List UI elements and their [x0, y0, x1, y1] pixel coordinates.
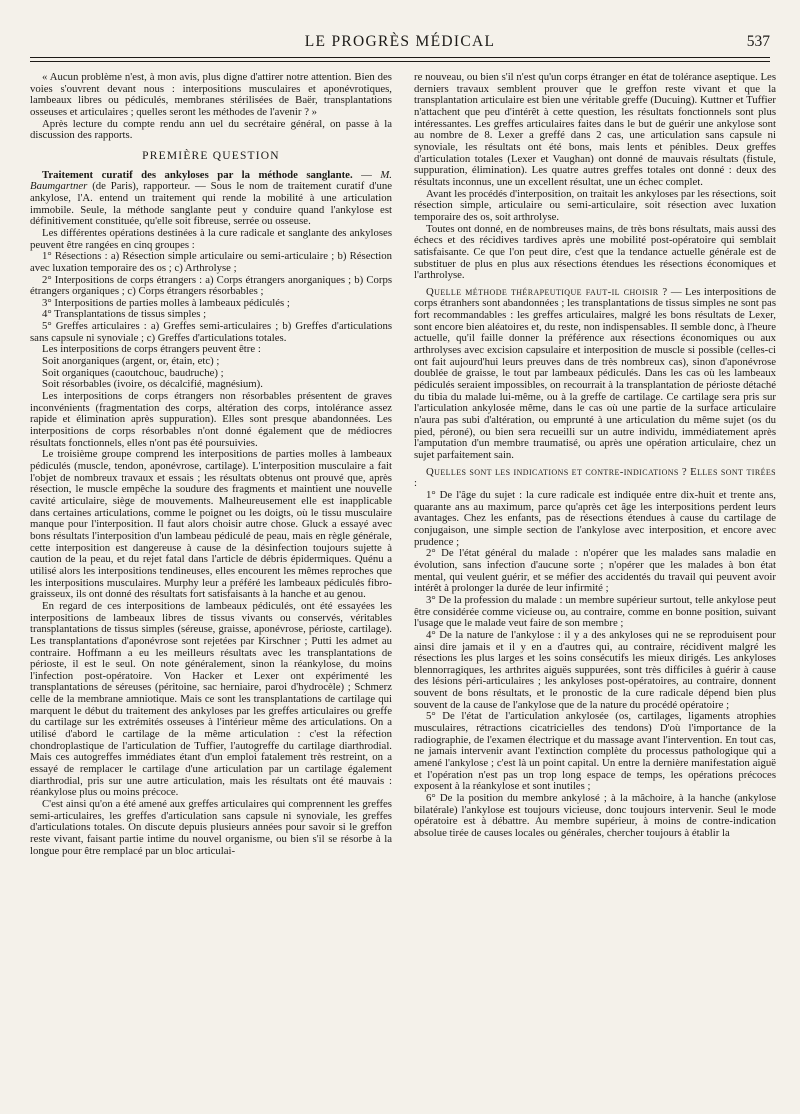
journal-title: LE PROGRÈS MÉDICAL: [304, 33, 496, 50]
paragraph: Les différentes opérations destinées à la cure radicale et sanglante des ankyloses peuvent être rangées en cinq groupes :: [30, 226, 392, 251]
author-name: M. Baumgartner: [30, 168, 392, 193]
list-item: 4° De la nature de l'ankylose : il y a des ankyloses qui ne se reproduisent pour ainsi dire jamais et il y en a d'autres qui, au contraire, récidivent malgré les résections les plus larges et les soins consécutifs les mieux dirigés. Les ankyloses blennorragiques, les arthrites aiguës suppurées, sont très difficiles à guérir à cause des lésions péri-articulaires ; les ankyloses post-opératoires, au contraire, donnent souvent de bons résultats, et le pronostic de la cure radicale dépend bien plus souvent de la cause de l'ankylose que de la nature du procédé opératoire ;: [414, 628, 776, 711]
paragraph: Traitement curatif des ankyloses par la méthode sanglante. — M. Baumgartner (de Paris), rapporteur. — Sous le nom de traitement curatif d'une ankylose, l'A. entend un traitement qui rende la mobilité à une articulation immobile. Seule, la méthode sanglante peut y conduire quand l'ankylose est définitivement constituée, qu'elle soit fibreuse, serrée ou osseuse.: [30, 168, 392, 228]
paragraph: « Aucun problème n'est, à mon avis, plus digne d'attirer notre attention. Bien des voies s'ouvrent devant nous : interpositions musculaires et aponévrotiques, lambeaux libres ou pédiculés, membranes stérilisées de Baër, transplantations osseuses et articulaires ; quelles seront les méthodes de l'avenir ? »: [30, 72, 392, 118]
list-item: 5° De l'état de l'articulation ankylosée (os, cartilages, ligaments atrophies musculaires, rétractions cicatricielles des tendons) D'où l'importance de la radiographie, de l'examen électrique et du massage avant l'intervention. En tout cas, ne jamais intervenir avant l'extinction complète du processus pathologique qui a amené l'ankylose ; c'est là un point capital. Un entre la dernière manifestation aiguë et l'opération n'est pas un trop long espace de temps, les opérations précoces exposent à la réankylose et sont inutiles ;: [414, 710, 776, 793]
left-column: [30, 72, 392, 1108]
paragraph: Le troisième groupe comprend les interpositions de parties molles à lambeaux pédiculés (muscle, tendon, aponévrose, cartilage). L'interposition musculaire a fait l'objet de nombreux travaux et essais ; les résultats obtenus ont prouvé que, après résection, le muscle empêche la soudure des fragments et maintient une nouvelle cavité articulaire, siège de mouvements. Malheureusement elle est inapplicable dans certaines articulations, comme le poignet ou les doigts, où le tissu musculaire manque pour l'interposition. Il faut alors choisir autre chose. Gluck a essayé avec bons résultats l'interposition d'un lambeau pédiculé de peau, mais en règle générale, cette interposition est dangereuse à cause de la désinfection toujours sujette à caution de la peau, et du rejet fatal dans l'article de débris épidermiques. Quénu a utilisé alors les interpositions tendineuses, elles encourent les mêmes reproches que les interpositions musculaires. Murphy leur a préféré les lambeaux pédiculés fibro-graisseux, ils ont donné des résultats fort satisfaisants à la hanche et au genou.: [30, 448, 392, 601]
list-item: Soit anorganiques (argent, or, étain, etc) ;: [42, 355, 220, 368]
list-item: 4° Transplantations de tissus simples ;: [42, 308, 207, 321]
paragraph: Les interpositions de corps étrangers non résorbables présentent de graves inconvénients (fragmentation des corps, altération des corps, intolérance assez rapide et élimination après suppuration). Elles sont presque abandonnées. Les interpositions de corps résorbables n'ont donné également que de médiocres résultats fonctionnels, elles n'ont pas été poursuivies.: [30, 390, 392, 449]
paragraph: re nouveau, ou bien s'il n'est qu'un corps étranger en état de tolérance aseptique. Les derniers travaux semblent prouver que le greffon reste vivant et que la transplantation articulaire est bien une véritable greffe (Ducuing). Kuttner et Tuffier n'attachent que peu d'intérêt à cette question, les résultats fonctionnels sont plus intéressantes. Les greffes articulaires faites dans le but de guérir une ankylose sont au nombre de 8. Lexer a greffé dans 2 cas, une articulation sans capsule ni synoviale, les résultats ont été bons, mais lents et pénibles. Deux greffes d'articulation totales (Lexer et Vaughan) ont donné de mauvais résultats (fistule, suppuration, élimination). Les quatre autres greffes totales ont donné : deux des résultats inconnus, une un excellent résultat, une un échec complet.: [414, 72, 776, 188]
paragraph-lead: Traitement curatif des ankyloses par la méthode sanglante.: [42, 168, 353, 181]
header-rule-thick: [30, 57, 770, 58]
page-header: [30, 33, 770, 55]
paragraph-body: — Les interpositions de corps étranhers sont abandonnées ; les transplantations de tissus simples ne sont pas fort recommandables : les greffes articulaires, malgré les bons résultats de Lexer, sont encore bien aléatoires et, du reste, non indispensables. Il semble donc, à l'heure actuelle, qu'il faille donner la préférence aux résections économiques ou aux arthrolyses avec excision capsulaire et interposition de muscle si possible (celles-ci ont fait aujourd'hui leurs preuves dans de très nombreux cas), sinon d'aponévrose doublée de graisse, le tout par lambeaux pédiculés. Dans les cas où les lambeaux pédiculés seraient impossibles, on recourrait à la transplantation de périoste détaché du tibia du malade lui-même, ou à la greffe de cartilage. Ce cartilage sera pris sur l'articulation ankylosée même, dans le cas où une partie de la surface articulaire n'aura pas subi d'altération, ou emprunté à une articulation du même sujet (os du pied, péroné), ou bien sera recueilli sur un autre individu, immédiatement après l'amputation d'un membre traumatisé, ou après une opération articulaire, chez un sujet parfaitement sain.: [414, 285, 776, 461]
paragraph: C'est ainsi qu'on a été amené aux greffes articulaires qui comprennent les greffes semi-articulaires, les greffes d'articulation sans capsule ni synoviale, les greffes d'articulations totales. On discute depuis plusieurs années pour savoir si le greffon reste vivant, faisant partie intime du nouvel organisme, ou bien s'il se résorbe à la longue pour être remplacé par un bloc articulai-: [30, 798, 392, 857]
paragraph: Toutes ont donné, en de nombreuses mains, de très bons résultats, mais aussi des échecs et des récidives tardives après une mobilité post-opératoire qui semblait satisfaisante. Ce que l'on peut dire, c'est que la tendance actuelle générale est de substituer de plus en plus aux résections étendues les résections économiques et l'arthrolyse.: [414, 222, 776, 282]
section-heading: PREMIÈRE QUESTION: [142, 149, 280, 162]
right-column: [414, 72, 776, 1108]
header-rule-thin: [30, 61, 770, 62]
page-number: 537: [746, 33, 770, 50]
list-item: Soit organiques (caoutchouc, baudruche) ;: [42, 366, 224, 379]
paragraph: [414, 287, 776, 462]
list-item: 5° Greffes articulaires : a) Greffes semi-articulaires ; b) Greffes d'articulations sans capsule ni synoviale ; c) Greffes d'articulations totales.: [30, 320, 392, 344]
paragraph: En regard de ces interpositions de lambeaux pédiculés, ont été essayées les interpositions de lambeaux libres de tissus vivants ou conservés, véritables transplantations de tissus simples (séreuse, graisse, aponévrose, périoste, cartilage). Les transplantations d'aponévrose sont rejetées par Kirschner ; Putti les admet au contraire. Hoffmann a eu les meilleurs résultats avec les transplantations de périoste, il est le seul. On note généralement, sinon la réankylose, du moins l'infection post-opératoire. Von Hacker et Lexer ont expérimenté les transplantations de séreuses (péritoine, sac herniaire, paroi d'hydrocèle) ; Schmerz celle de la membrane amniotique. Mais ce sont les transplantations de cartilage qui marquent le début du traitement des ankyloses par les greffes articulaires ou greffe du cartilage sur les extrémités osseuses à l'intérieur même des articulations. On a utilisé d'abord le cartilage de la même articulation : c'est la réfection chondroplastique de l'articulation de Tuffier, l'autogreffe du cartilage diarthrodial. Mais ces autogreffes immédiates étant d'un emploi fatalement très restreint, on a essayé de remplacer le cartilage d'une articulation par un cartilage également diarthrodial, pris sur une autre articulation, mais les résultats ont été mauvais : réankylose plus ou moins précoce.: [30, 599, 392, 799]
paragraph: Avant les procédés d'interposition, on traitait les ankyloses par les résections, soit résection simple, articulaire ou semi-articulaire, soit résection avec luxation temporaire des os, soit arthrolyse.: [414, 187, 776, 223]
list-item: 3° Interpositions de parties molles à lambeaux pédiculés ;: [42, 296, 290, 309]
list-item: 3° De la profession du malade : un membre supérieur surtout, telle ankylose peut être considérée comme vicieuse ou, au contraire, comme en bonne position, suivant l'usage que le malade veut faire de son membre ;: [414, 593, 776, 630]
list-item: 6° De la position du membre ankylosé ; à la mâchoire, à la hanche (ankylose bilatérale) l'ankylose est toujours vicieuse, donc toujours intervenir. Seul le mode opératoire est à débattre. Au membre supérieur, à moins de contre-indication absolue tirée de causes locales ou générales, chercher toujours à établir la: [414, 792, 776, 839]
paragraph: Les interpositions de corps étrangers peuvent être :: [42, 343, 261, 356]
paragraph-body: (de Paris), rapporteur. — Sous le nom de traitement curatif d'une ankylose, l'A. entend un traitement qui rende la mobilité à une articulation immobile. Seule, la méthode sanglante peut y conduire quand l'ankylose est définitivement constituée, qu'elle soit fibreuse, serrée ou osseuse.: [30, 180, 392, 228]
question-lead: Quelle méthode thérapeutique faut-il choisir ?: [426, 285, 668, 298]
list-item: 1° De l'âge du sujet : la cure radicale est indiquée entre dix-huit et trente ans, quarante ans au maximum, parce qu'après cet âge les interpositions perdent leurs avantages. Chez les enfants, pas de résections étendues à cause du cartilage de conjugaison, une simple section de l'ankylose avec interposition, et encore avec prudence ;: [414, 488, 776, 548]
paragraph: Après lecture du compte rendu ann uel du secrétaire général, on passe à la discussion des rapports.: [30, 117, 392, 142]
list-item: Soit résorbables (ivoire, os décalcifié, magnésium).: [42, 378, 263, 391]
list-item: 2° De l'état général du malade : n'opérer que les malades sans maladie en évolution, sans infection d'aucune sorte ; n'opérer que les malades à bon état mental, qui veulent guérir, et se méfier des accidentés du travail qui peuvent avoir intérêt à prolonger la durée de leur infirmité ;: [414, 547, 776, 595]
question-lead: Quelles sont les indications et contre-indications ? Elles sont tirées :: [414, 465, 776, 490]
list-item: 1° Résections : a) Résection simple articulaire ou semi-articulaire ; b) Résection avec luxation temporaire des os ; c) Arthrolyse ;: [30, 250, 392, 274]
list-item: 2° Interpositions de corps étrangers : a) Corps étrangers anorganiques ; b) Corps étrangers organiques ; c) Corps étrangers résorbables ;: [30, 273, 392, 298]
